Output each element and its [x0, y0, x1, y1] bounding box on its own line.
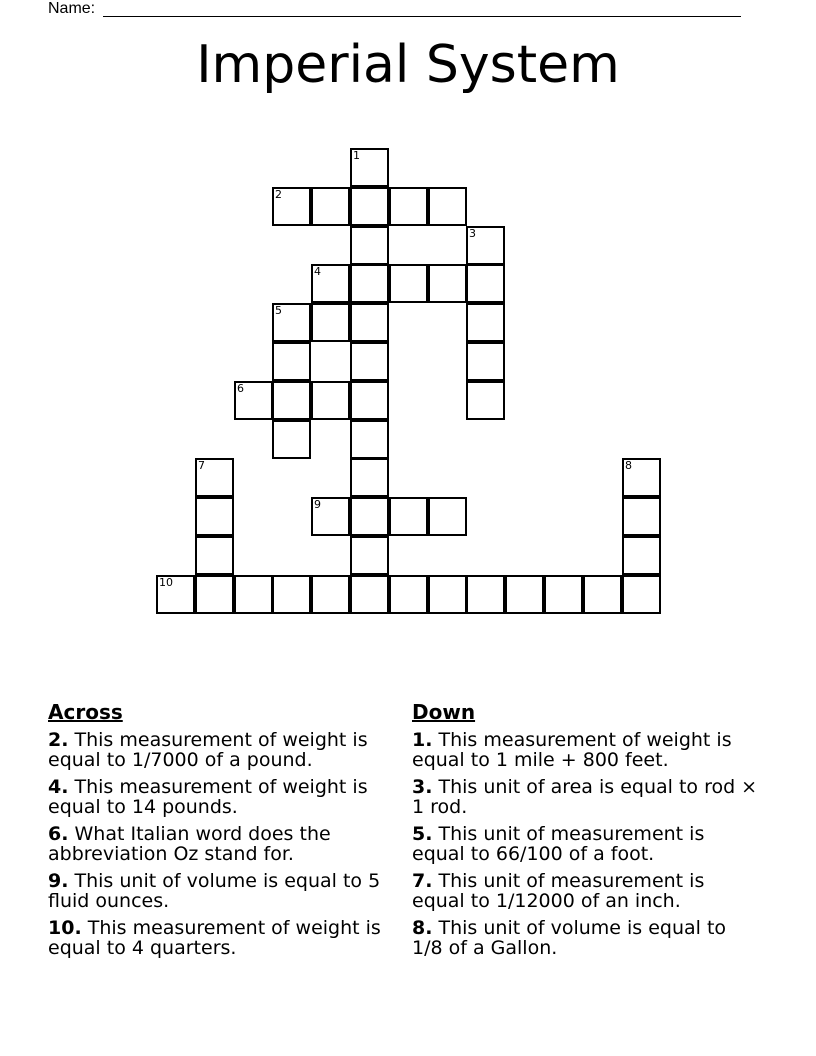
down-clues: [412, 700, 762, 965]
grid-cell[interactable]: [389, 187, 428, 226]
cell-number: 6: [237, 382, 244, 395]
clue-number: 10.: [48, 917, 82, 939]
grid-cell[interactable]: [389, 264, 428, 303]
clue-number: 1.: [412, 729, 433, 751]
clue-text: This unit of volume is equal to 1/8 of a Gallon.: [412, 917, 727, 959]
clue-text: What Italian word does the abbreviation Oz stand for.: [48, 823, 331, 865]
grid-cell[interactable]: [350, 420, 389, 459]
grid-cell[interactable]: [466, 226, 505, 265]
clue-text: This unit of area is equal to rod × 1 rod.: [412, 776, 758, 818]
grid-cell[interactable]: [350, 148, 389, 187]
grid-cell[interactable]: [350, 575, 389, 614]
grid-cell[interactable]: [234, 575, 273, 614]
clue-number: 8.: [412, 917, 433, 939]
clue-text: This measurement of weight is equal to 1/7000 of a pound.: [48, 729, 368, 771]
grid-cell[interactable]: [272, 187, 311, 226]
grid-cell[interactable]: [311, 303, 350, 342]
across-clue: [48, 730, 400, 770]
cell-number: 2: [275, 188, 282, 201]
grid-cell[interactable]: [311, 575, 350, 614]
across-clue: [48, 871, 400, 911]
grid-cell[interactable]: [311, 497, 350, 536]
cell-number: 5: [275, 304, 282, 317]
grid-cell[interactable]: [622, 575, 661, 614]
grid-cell[interactable]: [350, 187, 389, 226]
down-clue: [412, 777, 762, 817]
grid-cell[interactable]: [389, 575, 428, 614]
down-clue: [412, 730, 762, 770]
clue-number: 3.: [412, 776, 433, 798]
across-clue: [48, 777, 400, 817]
cell-number: 1: [353, 149, 360, 162]
grid-cell[interactable]: [622, 536, 661, 575]
clue-number: 4.: [48, 776, 69, 798]
clue-number: 9.: [48, 870, 69, 892]
grid-cell[interactable]: [428, 187, 467, 226]
clue-text: This measurement of weight is equal to 4 quarters.: [48, 917, 381, 959]
cell-number: 8: [625, 459, 632, 472]
across-clue: [48, 824, 400, 864]
grid-cell[interactable]: [272, 342, 311, 381]
grid-cell[interactable]: [195, 497, 234, 536]
grid-cell[interactable]: [544, 575, 583, 614]
clue-text: This unit of volume is equal to 5 fluid ounces.: [48, 870, 381, 912]
grid-cell[interactable]: [622, 458, 661, 497]
cell-number: 4: [314, 265, 321, 278]
grid-cell[interactable]: [195, 458, 234, 497]
grid-cell[interactable]: [234, 381, 273, 420]
clue-text: This unit of measurement is equal to 66/100 of a foot.: [412, 823, 705, 865]
grid-cell[interactable]: [350, 226, 389, 265]
clue-number: 7.: [412, 870, 433, 892]
grid-cell[interactable]: [583, 575, 622, 614]
clue-number: 6.: [48, 823, 69, 845]
grid-cell[interactable]: [350, 458, 389, 497]
grid-cell[interactable]: [311, 381, 350, 420]
name-label: Name:: [48, 0, 96, 17]
cell-number: 10: [159, 576, 173, 589]
grid-cell[interactable]: [428, 497, 467, 536]
grid-cell[interactable]: [466, 575, 505, 614]
grid-cell[interactable]: [272, 420, 311, 459]
down-clue: [412, 824, 762, 864]
grid-cell[interactable]: [311, 187, 350, 226]
clue-number: 2.: [48, 729, 69, 751]
down-clue: [412, 918, 762, 958]
page-title: Imperial System: [196, 35, 620, 95]
grid-cell[interactable]: [350, 264, 389, 303]
across-clue: [48, 918, 400, 958]
grid-cell[interactable]: [350, 497, 389, 536]
clue-number: 5.: [412, 823, 433, 845]
grid-cell[interactable]: [428, 575, 467, 614]
grid-cell[interactable]: [622, 497, 661, 536]
cell-number: 3: [469, 227, 476, 240]
grid-cell[interactable]: [272, 381, 311, 420]
grid-cell[interactable]: [350, 303, 389, 342]
clue-text: This measurement of weight is equal to 1 mile + 800 feet.: [412, 729, 732, 771]
clue-text: This measurement of weight is equal to 14 pounds.: [48, 776, 368, 818]
grid-cell[interactable]: [505, 575, 544, 614]
down-heading: Down: [412, 700, 476, 724]
cell-number: 9: [314, 498, 321, 511]
grid-cell[interactable]: [195, 536, 234, 575]
grid-cell[interactable]: [272, 575, 311, 614]
grid-cell[interactable]: [350, 381, 389, 420]
grid-cell[interactable]: [195, 575, 234, 614]
grid-cell[interactable]: [311, 264, 350, 303]
across-heading: Across: [48, 700, 123, 724]
grid-cell[interactable]: [350, 342, 389, 381]
grid-cell[interactable]: [466, 381, 505, 420]
grid-cell[interactable]: [350, 536, 389, 575]
clue-text: This unit of measurement is equal to 1/12000 of an inch.: [412, 870, 705, 912]
grid-cell[interactable]: [466, 303, 505, 342]
grid-cell[interactable]: [466, 264, 505, 303]
grid-cell[interactable]: [156, 575, 195, 614]
across-clues: [48, 700, 400, 965]
cell-number: 7: [198, 459, 205, 472]
down-clue: [412, 871, 762, 911]
grid-cell[interactable]: [466, 342, 505, 381]
grid-cell[interactable]: [272, 303, 311, 342]
grid-cell[interactable]: [389, 497, 428, 536]
grid-cell[interactable]: [428, 264, 467, 303]
